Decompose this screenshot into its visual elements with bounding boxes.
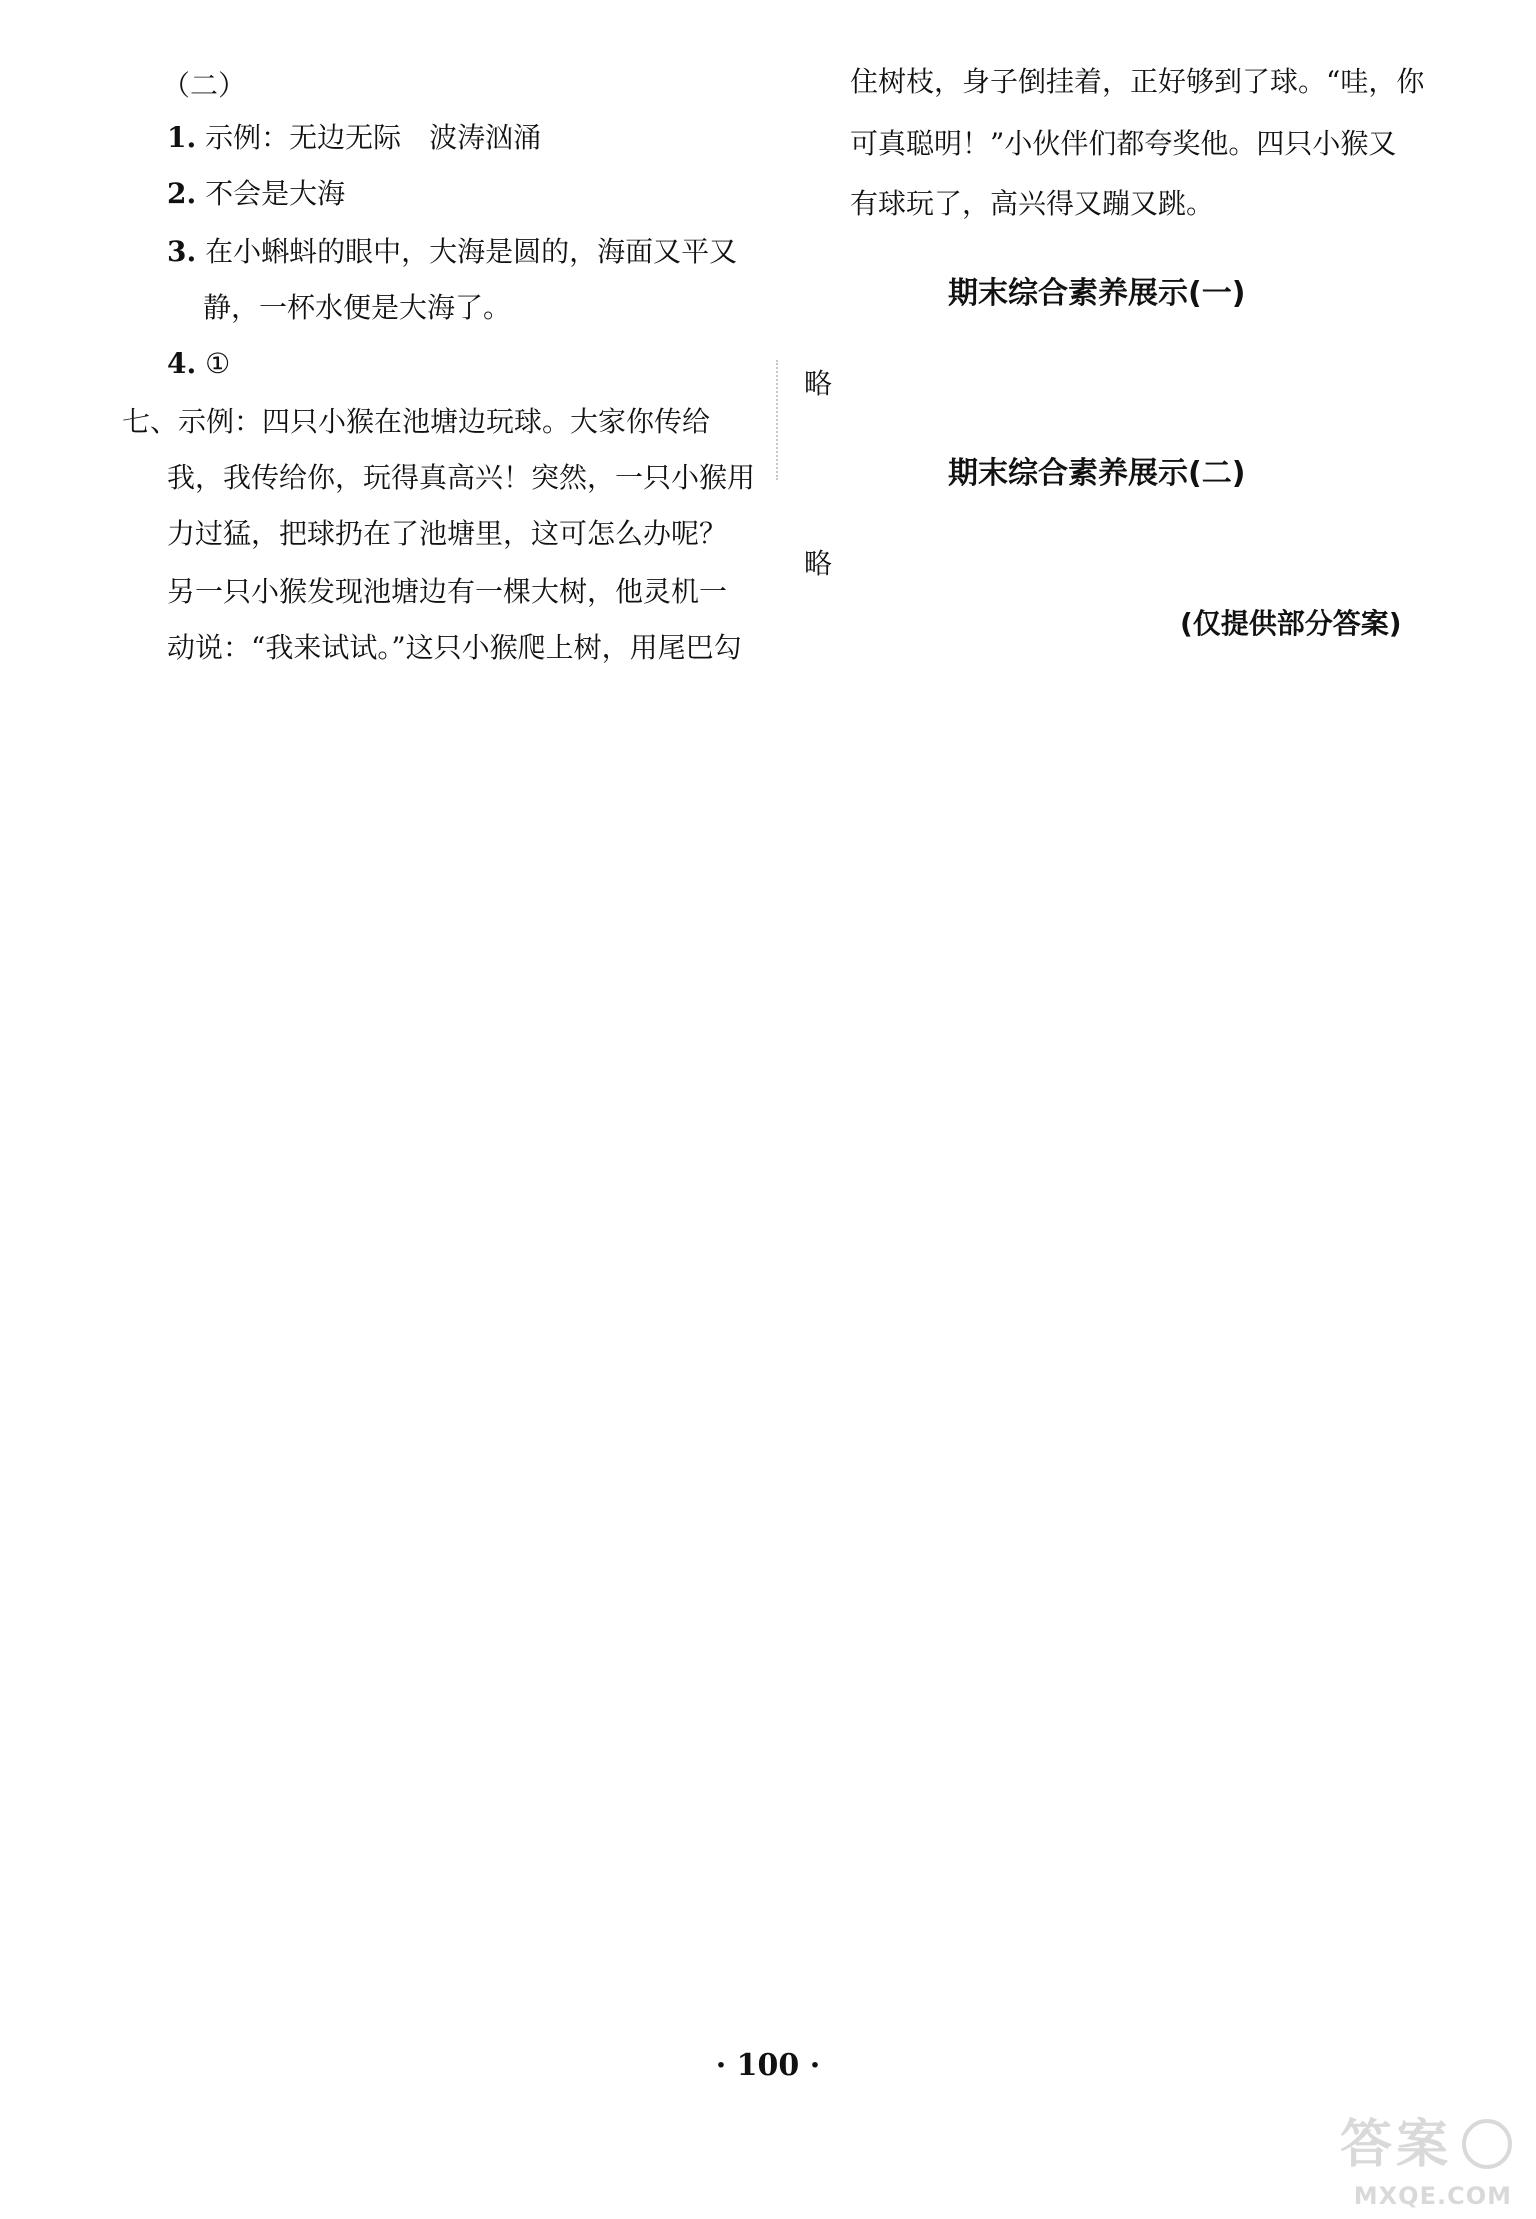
essay-line: 有球玩了，高兴得又蹦又跳。 xyxy=(850,187,1215,220)
answer-number: 3. xyxy=(167,235,197,268)
essay-line: 七、示例：四只小猴在池塘边玩球。大家你传给 xyxy=(122,405,711,438)
answer-text: 示例：无边无际 波涛汹涌 xyxy=(205,121,542,154)
column-divider xyxy=(776,360,778,480)
answer-item-3 xyxy=(167,232,737,272)
essay-line: 另一只小猴发现池塘边有一棵大树，他灵机一 xyxy=(167,575,728,608)
watermark-url: MXQE.COM xyxy=(1353,2182,1512,2210)
answer-text: 不会是大海 xyxy=(205,177,346,210)
answer-item-2 xyxy=(167,174,345,214)
section-heading-1: 期末综合素养展示(一) xyxy=(948,276,1246,311)
essay-line: 我，我传给你，玩得真高兴！突然，一只小猴用 xyxy=(167,461,756,494)
essay-line: 动说：“我来试试。”这只小猴爬上树，用尾巴勾 xyxy=(167,631,742,664)
answer-text: 在小蝌蚪的眼中，大海是圆的，海面又平又 xyxy=(205,235,738,268)
answer-number: 1. xyxy=(167,121,197,154)
answer-item-1 xyxy=(167,118,541,158)
watermark-logo xyxy=(1322,2115,1512,2211)
section-body-2: 略 xyxy=(804,547,833,580)
answer-item-3-continued: 静，一杯水便是大海了。 xyxy=(203,291,512,324)
answer-number: 4. xyxy=(167,347,197,380)
watermark-text: 答案 xyxy=(1339,2115,1452,2175)
section-heading-2: 期末综合素养展示(二) xyxy=(948,456,1246,491)
essay-line: 住树枝，身子倒挂着，正好够到了球。“哇，你 xyxy=(850,65,1425,98)
answer-item-4 xyxy=(167,344,230,384)
section-label: （二） xyxy=(162,69,247,102)
essay-line: 力过猛，把球扔在了池塘里，这可怎么办呢？ xyxy=(167,517,728,550)
partial-answer-note: (仅提供部分答案) xyxy=(1180,607,1402,640)
answer-text: ① xyxy=(205,347,231,380)
answer-number: 2. xyxy=(167,177,197,210)
section-body-1: 略 xyxy=(804,367,833,400)
page-number: · 100 · xyxy=(715,2048,821,2083)
essay-line: 可真聪明！”小伙伴们都夸奖他。四只小猴又 xyxy=(850,127,1397,160)
watermark-badge-icon xyxy=(1462,2119,1512,2169)
